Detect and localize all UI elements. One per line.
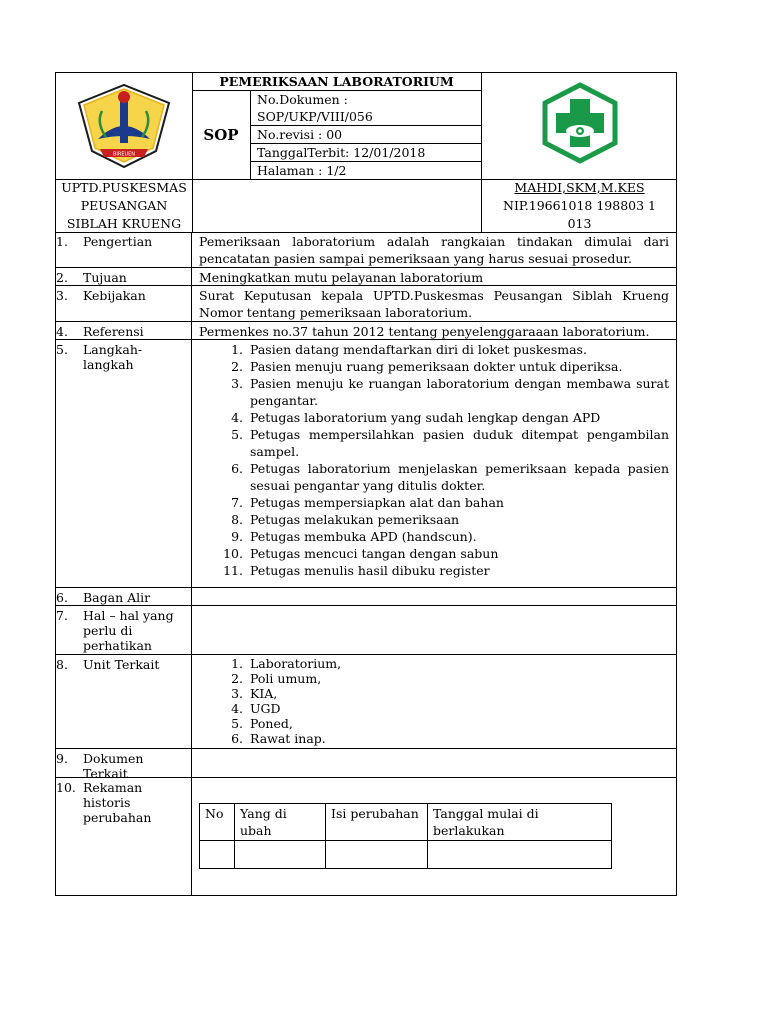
org-name-line3: SIBLAH KRUENG <box>66 216 182 231</box>
regional-emblem-icon <box>56 73 192 179</box>
left-logo-cell <box>56 73 193 179</box>
history-cell <box>235 841 326 869</box>
step-item <box>199 528 669 545</box>
org-name <box>56 179 193 232</box>
section-number: 3. <box>56 288 68 303</box>
history-empty-row <box>200 841 612 869</box>
units-list <box>199 656 669 746</box>
history-cell <box>326 841 428 869</box>
step-item-text: Petugas mencuci tangan dengan sabun <box>250 546 499 561</box>
section-text: Meningkatkan mutu pelayanan laboratorium <box>199 270 484 285</box>
section-label: Hal – hal yang perlu di perhatikan <box>83 608 174 653</box>
step-item <box>199 375 669 409</box>
step-item <box>199 460 669 494</box>
step-item-text: Petugas laboratorium yang sudah lengkap dengan APD <box>250 410 601 425</box>
step-item-text: Pasien datang mendaftarkan diri di loket puskesmas. <box>250 342 587 357</box>
puskesmas-logo-icon <box>482 73 677 179</box>
step-item-text: Petugas menulis hasil dibuku register <box>250 563 490 578</box>
step-item-number: 5. <box>231 427 243 442</box>
section-label: Pengertian <box>83 234 153 249</box>
section-hal-diperhatikan <box>56 606 676 655</box>
unit-item-number: 1. <box>231 656 243 671</box>
section-number: 5. <box>56 342 68 357</box>
section-units <box>192 655 676 748</box>
unit-item <box>199 686 669 701</box>
section-pengertian <box>56 232 676 268</box>
section-label: Unit Terkait <box>83 657 160 672</box>
section-kebijakan <box>56 286 676 322</box>
sop-label: SOP <box>192 91 251 179</box>
history-cell <box>428 841 612 869</box>
step-item <box>199 511 669 528</box>
step-item-number: 9. <box>231 529 243 544</box>
unit-item-number: 3. <box>231 686 243 701</box>
signatory-nip-line2: 013 <box>567 216 592 231</box>
signatory-nip-line1: NIP.19661018 198803 1 <box>503 198 656 213</box>
step-item <box>199 358 669 375</box>
section-number: 2. <box>56 270 68 285</box>
section-text: Pemeriksaan laboratorium adalah rangkaian tindakan dimulai dari pencatatan pasien sampai pemeriksaan yang harus sesuai prosedur. <box>199 234 669 266</box>
section-steps <box>192 340 676 587</box>
section-number: 6. <box>56 590 68 605</box>
page-number: Halaman : 1/2 <box>257 163 347 178</box>
unit-item <box>199 671 669 686</box>
doc-number-value: SOP/UKP/VIII/056 <box>251 108 481 126</box>
step-item <box>199 562 669 579</box>
emblem-ribbon-text: BIREUEN <box>112 151 136 158</box>
step-item-text: Pasien menuju ruang pemeriksaan dokter untuk diperiksa. <box>250 359 623 374</box>
revision-history-table <box>199 803 612 869</box>
section-number: 7. <box>56 608 68 623</box>
unit-item <box>199 716 669 731</box>
org-name-line2: PEUSANGAN <box>80 198 168 213</box>
section-label: Rekaman historis perubahan <box>83 780 152 825</box>
section-label: Referensi <box>83 324 144 339</box>
unit-item <box>199 731 669 746</box>
section-dokumen-terkait <box>56 749 676 781</box>
section-text <box>192 749 676 777</box>
unit-item-number: 2. <box>231 671 243 686</box>
step-item <box>199 494 669 511</box>
section-label: Tujuan <box>83 270 127 285</box>
step-item <box>199 545 669 562</box>
revision-number: No.revisi : 00 <box>251 126 481 144</box>
section-number: 4. <box>56 324 68 339</box>
step-item-number: 2. <box>231 359 243 374</box>
section-tujuan <box>56 268 676 286</box>
unit-item <box>199 656 669 671</box>
section-referensi <box>56 322 676 340</box>
org-name-line1: UPTD.PUSKESMAS <box>61 180 187 195</box>
header-info <box>192 73 481 179</box>
section-rekaman-historis <box>56 778 676 895</box>
section-label: Langkah-langkah <box>83 342 143 372</box>
unit-item-number: 5. <box>231 716 243 731</box>
step-item-number: 3. <box>231 376 243 391</box>
step-item-text: Petugas laboratorium menjelaskan pemeriksaan kepada pasien sesuai pengantar yang ditulis dokter. <box>250 461 669 493</box>
org-signatory-row <box>55 179 677 233</box>
unit-item-number: 6. <box>231 731 243 746</box>
section-number: 1. <box>56 234 68 249</box>
section-text <box>192 588 676 605</box>
step-item <box>199 426 669 460</box>
unit-item-text: Rawat inap. <box>250 731 326 746</box>
section-unit-terkait <box>56 655 676 749</box>
section-text <box>192 606 676 654</box>
right-logo-cell <box>481 73 677 179</box>
step-item-text: Petugas melakukan pemeriksaan <box>250 512 460 527</box>
section-bagan-alir <box>56 588 676 606</box>
history-header-no: No <box>200 804 235 841</box>
section-label: Kebijakan <box>83 288 146 303</box>
step-item <box>199 341 669 358</box>
history-header-changed: Yang di ubah <box>235 804 326 841</box>
step-item-number: 8. <box>231 512 243 527</box>
doc-number-label: No.Dokumen : <box>257 92 348 107</box>
sop-sections <box>55 232 677 896</box>
document-title: PEMERIKSAAN LABORATORIUM <box>192 73 481 91</box>
history-cell <box>200 841 235 869</box>
step-item-number: 4. <box>231 410 243 425</box>
step-item-text: Petugas membuka APD (handscun). <box>250 529 477 544</box>
signatory <box>481 179 677 232</box>
step-item-number: 11. <box>223 563 243 578</box>
history-header-row <box>200 804 612 841</box>
unit-item-number: 4. <box>231 701 243 716</box>
step-item-text: Petugas mempersiapkan alat dan bahan <box>250 495 504 510</box>
unit-item-text: Poned, <box>250 716 293 731</box>
step-item-number: 6. <box>231 461 243 476</box>
section-label: Bagan Alir <box>83 590 151 605</box>
step-item-text: Pasien menuju ke ruangan laboratorium dengan membawa surat pengantar. <box>250 376 669 408</box>
unit-item-text: Laboratorium, <box>250 656 342 671</box>
steps-list <box>199 341 669 579</box>
section-number: 10. <box>56 780 76 795</box>
section-number: 8. <box>56 657 68 672</box>
document-header <box>55 72 677 180</box>
history-header-effective-date: Tanggal mulai di berlakukan <box>428 804 612 841</box>
unit-item-text: Poli umum, <box>250 671 322 686</box>
step-item-number: 1. <box>231 342 243 357</box>
section-number: 9. <box>56 751 68 766</box>
step-item <box>199 409 669 426</box>
signatory-name: MAHDI,SKM,M.KES <box>514 180 645 195</box>
section-history <box>192 778 676 895</box>
section-text: Permenkes no.37 tahun 2012 tentang penyelenggaraaan laboratorium. <box>199 324 650 339</box>
section-langkah <box>56 340 676 588</box>
issue-date: TanggalTerbit: 12/01/2018 <box>251 144 481 162</box>
step-item-number: 10. <box>223 546 243 561</box>
history-header-content: Isi perubahan <box>326 804 428 841</box>
section-label: Dokumen Terkait <box>83 751 144 781</box>
unit-item-text: UGD <box>250 701 281 716</box>
unit-item-text: KIA, <box>250 686 278 701</box>
step-item-text: Petugas mempersilahkan pasien duduk ditempat pengambilan sampel. <box>250 427 669 459</box>
unit-item <box>199 701 669 716</box>
step-item-number: 7. <box>231 495 243 510</box>
section-text: Surat Keputusan kepala UPTD.Puskesmas Peusangan Siblah Krueng Nomor tentang pemeriksaan laboratorium. <box>199 288 669 320</box>
